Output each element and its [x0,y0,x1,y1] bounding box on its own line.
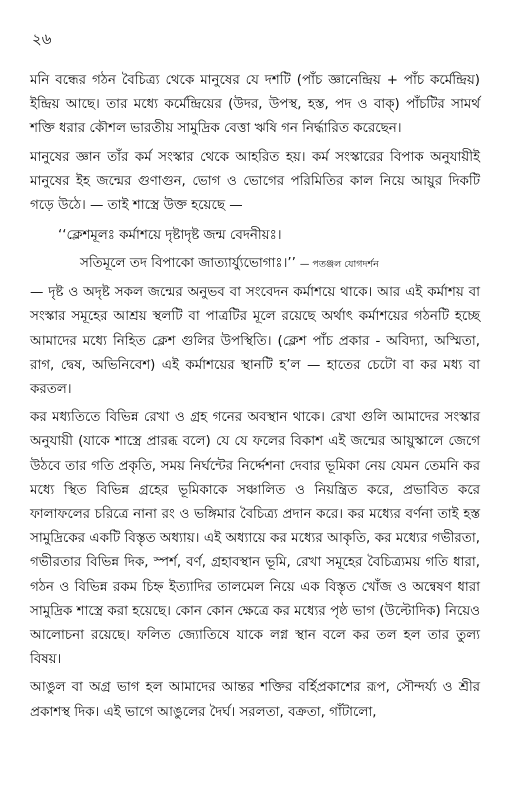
paragraph-wrist-structure: মনি বন্ধের গঠন বৈচিত্র্য থেকে মানুষের যে দশটি (পাঁচ জ্ঞানেন্দ্রিয় + পাঁচ কর্মেন্দ্রিয়) ইন্দ্রিয় আছে। তার মধ্যে কর্মেন্দ্রিয়ের (উদর, উপস্থ, হস্ত, পদ ও বাক্‌) পাঁচটির সামর্থ শক্তি ধরার কৌশল ভারতীয় সামুদ্রিক বেত্তা ঋষি গন নির্দ্ধারিত করেছেন। [30,73,480,137]
paragraph-fingers: আঙুল বা অগ্র ভাগ হল আমাদের আন্তর শক্তির বর্হিপ্রকাশের রূপ, সৌন্দর্য্য ও শ্রীর প্রকাশস্থ দিক। এই ভাগে আঙুলের দৈর্ঘ। সরলতা, বক্রতা, গাঁটালো, [30,680,480,720]
verse-citation: — পতঞ্জল যোগদর্শন [299,259,379,271]
paragraph-karma-samskara: মানুষের জ্ঞান তাঁর কর্ম সংস্কার থেকে আহরিত হয়। কর্ম সংস্কারের বিপাক অনুযায়ীই মানুষের ইহ জন্মের গুণাগুন, ভোগ ও ভোগের পরিমিতির কাল নিয়ে আয়ুর দিকটি গড়ে উঠে। — তাই শাস্ত্রে উক্ত হয়েছে — [30,149,480,214]
verse-line-2-text: সতিমূলে তদ বিপাকো জাত্যার্য্যুভোগাঃ।’’ [80,256,296,272]
paragraph-karmashaya: — দৃষ্ট ও অদৃষ্ট সকল জন্মের অনুভব বা সংবেদন কর্মাশয়ে থাকে। আর এই কর্মাশয় বা সংস্কার সমূহের আশ্রয় স্থলটি বা পাত্রটির মূলে রয়েছে অর্থাৎ কর্মাশয়ের গঠনটি হচ্ছে আমাদের মধ্যে নিহিত ক্লেশ গুলির উপস্থিতি। (ক্লেশ পাঁচ প্রকার - অবিদ্যা, অস্মিতা, রাগ, দ্বেষ, অভিনিবেশ) এই কর্মাশয়ের স্থানটি হ’ল — হাতের চেটো বা কর মধ্য বা করতল। [30,285,480,398]
page-number: ২৬ [32,30,52,48]
sanskrit-verse [30,222,480,279]
verse-line-1: ‘‘ক্লেশমূলঃ কর্মাশয়ে দৃষ্টাদৃষ্ট জন্ম বেদনীয়ঃ। [58,228,282,244]
paragraph-palm-lines: কর মধ্যতিতে বিভিন্ন রেখা ও গ্রহ গনের অবস্থান থাকে। রেখা গুলি আমাদের সংস্কার অনুযায়ী (যাকে শাস্ত্রে প্রারব্ধ বলে) যে যে ফলের বিকাশ এই জন্মের আয়ুস্কালে জেগে উঠবে তার গতি প্রকৃতি, সময় নির্ঘন্টের নির্দ্দেশনা দেবার ভূমিকা নেয় যেমন তেমনি কর মধ্যে স্থিত বিভিন্ন গ্রহের ভূমিকাকে সঞ্চালিত ও নিয়ন্ত্রিত করে, প্রভাবিত করে ফালাফলের চরিত্রে নানা রং ও ভঙ্গিমার বৈচিত্র্য প্রদান করে। কর মধ্যের বর্ণনা তাই হস্ত সামুদ্রিকের একটি বিস্তৃত অধ্যায়। এই অধ্যায়ে কর মধ্যের আকৃতি, কর মধ্যের গভীরতা, গভীরতার বিভিন্ন দিক, স্পর্শ, বর্ণ, গ্রহাবস্থান ভূমি, রেখা সমূহের বৈচিত্র্যময় গতি ধারা, গঠন ও বিভিন্ন রকম চিহ্ন ইত্যাদির তালমেল নিয়ে এক বিস্তৃত খোঁজ ও অন্বেষণ ধারা সামুদ্রিক শাস্ত্রে করা হয়েছে। কোন কোন ক্ষেত্রে কর মধ্যের পৃষ্ঠ ভাগ (উল্টোদিক) নিয়েও আলোচনা রয়েছে। ফলিত জ্যোতিষে যাকে লগ্ন স্থান বলে কর তল হল তার তুল্য বিষয়। [30,410,480,668]
verse-line-2 [30,250,480,279]
